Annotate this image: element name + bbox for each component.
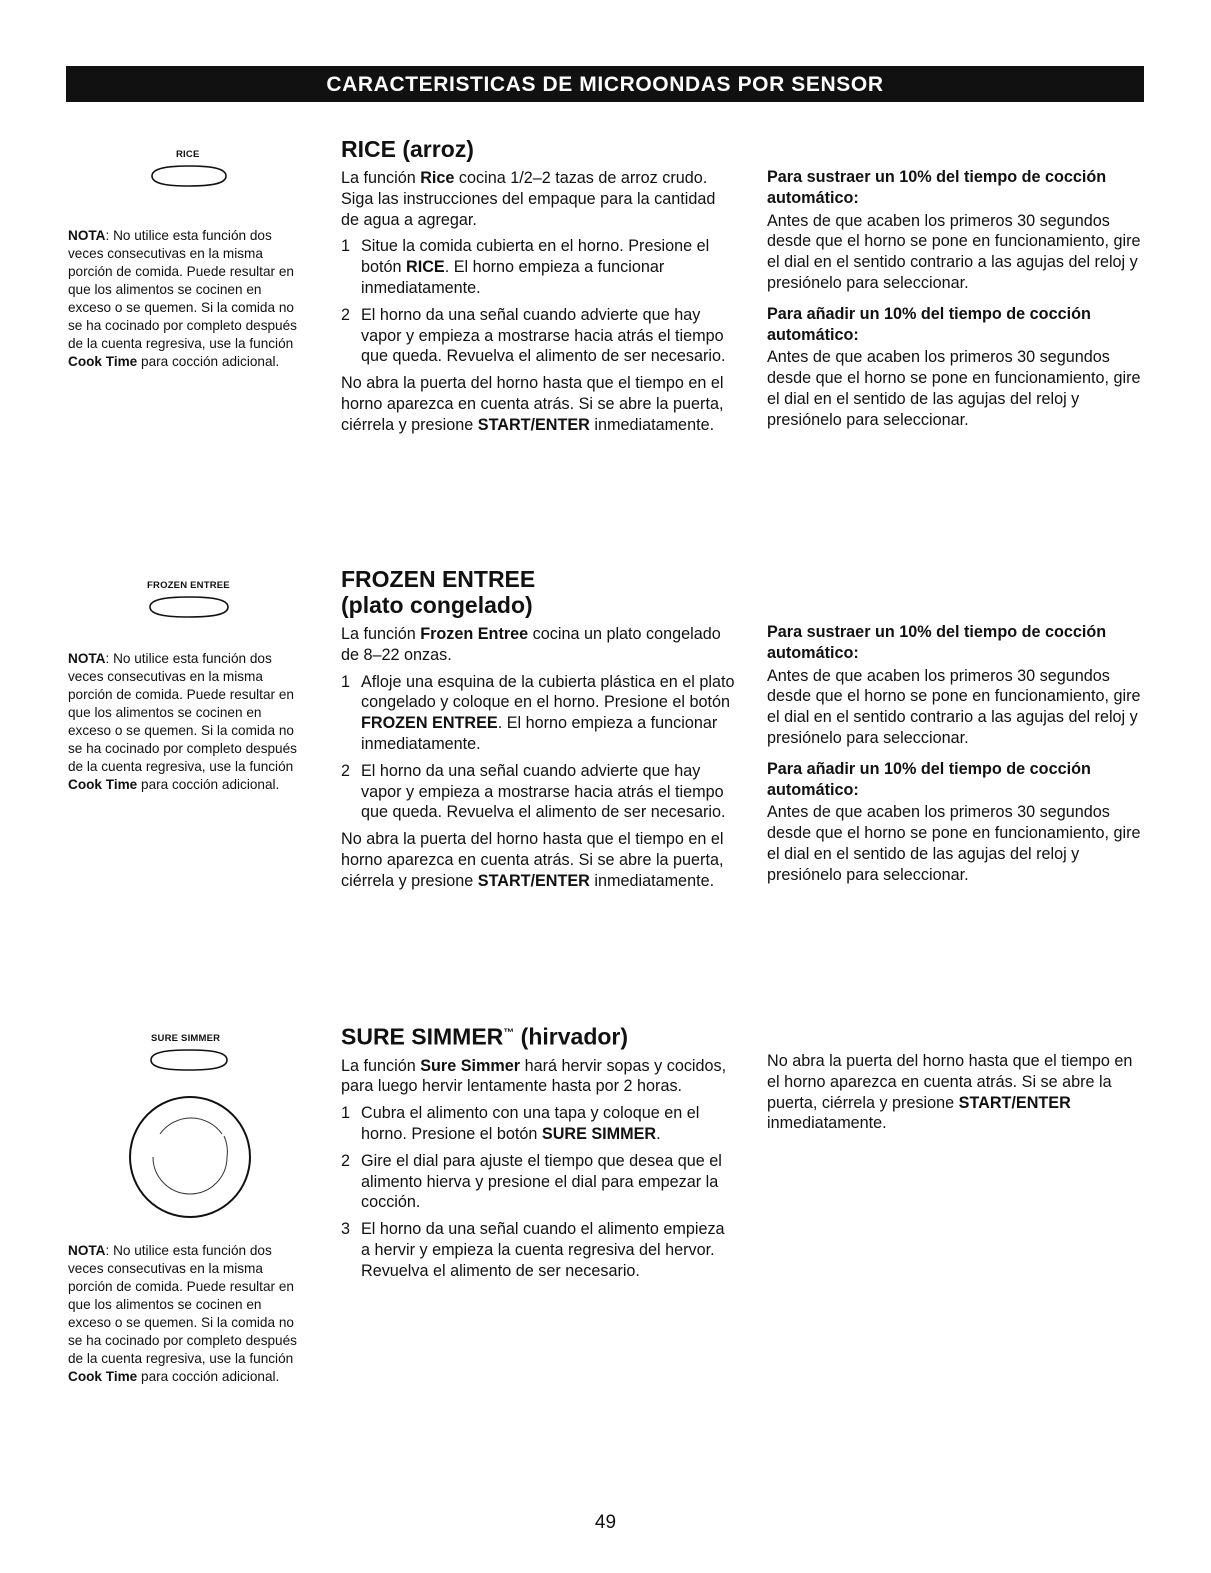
rice-side-column <box>767 167 1147 437</box>
page-banner: CARACTERISTICAS DE MICROONDAS POR SENSOR <box>66 66 1144 102</box>
rice-step-2: 2 El horno da una señal cuando advierte que hay vapor y empieza a mostrarse hacia atrás el tiempo que queda. Revuelva el alimento de ser necesario. <box>341 305 726 366</box>
simmer-step-2: 2 Gire el dial para ajuste el tiempo que desea que el alimento hierva y presione el dial para empezar la cocción. <box>341 1151 722 1212</box>
simmer-intro: La función Sure Simmer hará hervir sopas y cocidos, para luego hervir lentamente hasta por 2 horas. <box>341 1056 727 1096</box>
frozen-subtract-text: Antes de que acaben los primeros 30 segundos desde que el horno se pone en funcionamiento, gire el dial en el sentido contrario a las agujas del reloj y presiónelo para seleccionar. <box>767 666 1141 747</box>
rice-intro: La función Rice cocina 1/2–2 tazas de arroz crudo. Siga las instrucciones del empaque para la cantidad de agua a agregar. <box>341 169 716 229</box>
rice-nota: NOTA: No utilice esta función dos veces consecutivas en la misma porción de comida. Puede resultar en que los alimentos se cocinen en exceso o se quemen. Si la comida no se ha cocinado por completo después de la cuenta regresiva, use la función Cook Time para cocción adicional. <box>68 228 297 369</box>
dial-icon <box>127 1094 253 1220</box>
rice-door-note: No abra la puerta del horno hasta que el tiempo en el horno aparezca en cuenta atrás. Si se abre la puerta, ciérrela y presione START/ENTER inmediatamente. <box>341 374 724 434</box>
rice-subtract-heading: Para sustraer un 10% del tiempo de cocción automático: <box>767 168 1107 207</box>
simmer-side-column <box>767 1051 1147 1140</box>
rice-key-label: RICE <box>176 149 200 160</box>
frozen-door-note: No abra la puerta del horno hasta que el tiempo en el horno aparezca en cuenta atrás. Si se abre la puerta, ciérrela y presione START/ENTER inmediatamente. <box>341 830 724 890</box>
frozen-main-column <box>341 566 736 898</box>
simmer-door-note: No abra la puerta del horno hasta que el tiempo en el horno aparezca en cuenta atrás. Si se abre la puerta, ciérrela y presione START/ENTER inmediatamente. <box>767 1052 1133 1133</box>
simmer-button-icon <box>147 1047 231 1073</box>
simmer-key-label: SURE SIMMER <box>151 1033 221 1044</box>
rice-main-column <box>341 136 736 442</box>
simmer-step-3: 3 El horno da una señal cuando el alimento empieza a hervir y empieza la cuenta regresiva del hervor. Revuelva el alimento de ser necesario. <box>341 1220 725 1280</box>
rice-add-heading: Para añadir un 10% del tiempo de cocción automático: <box>767 304 1091 344</box>
rice-subtract-text: Antes de que acaben los primeros 30 segundos desde que el horno se pone en funcionamiento, gire el dial en el sentido contrario a las agujas del reloj y presiónelo para seleccionar. <box>767 211 1141 292</box>
rice-button-icon <box>148 163 230 189</box>
simmer-step-1: 1 Cubra el alimento con una tapa y coloque en el horno. Presione el botón SURE SIMMER. <box>341 1104 700 1144</box>
simmer-title: SURE SIMMER™ (hirvador) <box>341 1023 629 1050</box>
frozen-button-icon <box>146 594 232 620</box>
frozen-key-label: FROZEN ENTREE <box>147 580 230 591</box>
simmer-nota: NOTA: No utilice esta función dos veces consecutivas en la misma porción de comida. Puede resultar en que los alimentos se cocinen en exceso o se quemen. Si la comida no se ha cocinado por completo después de la cuenta regresiva, use la función Cook Time para cocción adicional. <box>68 1243 297 1384</box>
frozen-add-heading: Para añadir un 10% del tiempo de cocción automático: <box>767 759 1091 799</box>
frozen-title-line1: FROZEN ENTREE <box>341 566 536 592</box>
frozen-side-column <box>767 622 1147 892</box>
rice-step-1: 1 Situe la comida cubierta en el horno. Presione el botón RICE. El horno empieza a funcionar inmediatamente. <box>341 237 710 297</box>
frozen-subtract-heading: Para sustraer un 10% del tiempo de cocción automático: <box>767 623 1107 662</box>
frozen-add-text: Antes de que acaben los primeros 30 segundos desde que el horno se pone en funcionamiento, gire el dial en el sentido de las agujas del reloj y presiónelo para seleccionar. <box>767 803 1141 884</box>
page-number: 49 <box>594 1512 617 1533</box>
rice-title: RICE (arroz) <box>341 136 474 162</box>
rice-add-text: Antes de que acaben los primeros 30 segundos desde que el horno se pone en funcionamiento, gire el dial en el sentido de las agujas del reloj y presiónelo para seleccionar. <box>767 348 1141 429</box>
frozen-step-2: 2 El horno da una señal cuando advierte que hay vapor y empieza a mostrarse hacia atrás el tiempo que queda. Revuelva el alimento de ser necesario. <box>341 761 726 822</box>
frozen-intro: La función Frozen Entree cocina un plato congelado de 8–22 onzas. <box>341 625 721 664</box>
simmer-main-column <box>341 1020 736 1288</box>
frozen-nota: NOTA: No utilice esta función dos veces consecutivas en la misma porción de comida. Puede resultar en que los alimentos se cocinen en exceso o se quemen. Si la comida no se ha cocinado por completo después de la cuenta regresiva, use la función Cook Time para cocción adicional. <box>68 651 297 792</box>
frozen-step-1: 1 Afloje una esquina de la cubierta plástica en el plato congelado y coloque en el horno. Presione el botón FROZEN ENTREE. El horno empieza a funcionar inmediatamente. <box>341 672 735 753</box>
frozen-title-line2: (plato congelado) <box>341 592 533 618</box>
